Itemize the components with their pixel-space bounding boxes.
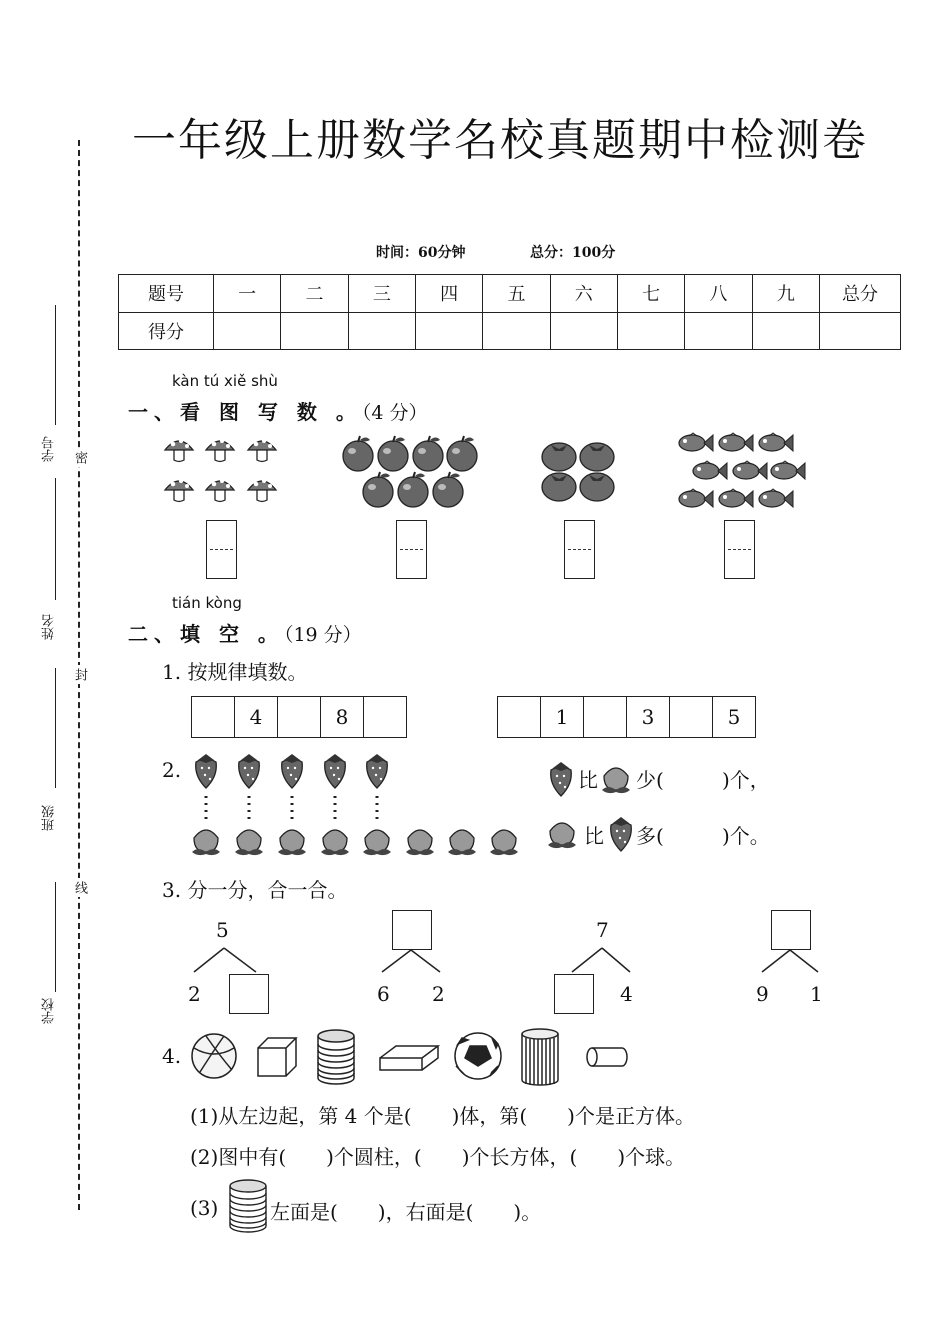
score-header-cell: 七	[617, 275, 684, 313]
score-header-cell: 三	[348, 275, 415, 313]
tree4-left: 9	[756, 982, 769, 1006]
strawberry-peach-picture	[188, 752, 528, 862]
score-table	[118, 274, 901, 350]
page-title: 一年级上册数学名校真题期中检测卷	[132, 115, 868, 166]
q4-part1: (1)从左边起，第 4 个是( )体，第( )个是正方体。	[190, 1104, 695, 1128]
apples-picture	[340, 432, 485, 512]
score-cell[interactable]	[752, 312, 819, 350]
score-cell[interactable]	[820, 312, 901, 350]
time-limit: 时间：60分钟	[376, 245, 466, 261]
sequence-cell: 1	[541, 697, 584, 737]
section2-points: （19 分）	[283, 624, 362, 646]
section1-points: （4 分）	[361, 402, 428, 424]
name-label: 姓名	[42, 614, 57, 640]
sequence-cell[interactable]	[498, 697, 541, 737]
sequence-1	[191, 696, 407, 738]
solid-shapes-picture	[186, 1026, 636, 1090]
tomatoes-picture	[540, 440, 620, 502]
score-cell[interactable]	[685, 312, 752, 350]
seal-char-feng: 封	[70, 665, 89, 684]
tree2-left: 6	[377, 982, 390, 1006]
seal-char-mi: 密	[70, 448, 89, 467]
score-table-score-row	[119, 312, 901, 350]
tree2-branches	[376, 948, 456, 978]
tree4-right: 1	[810, 982, 823, 1006]
score-cell[interactable]	[550, 312, 617, 350]
sequence-cell: 4	[235, 697, 278, 737]
school-line[interactable]	[55, 882, 56, 992]
total-score: 总分：100分	[530, 245, 616, 261]
student-id-line[interactable]	[55, 305, 56, 425]
sequence-cell[interactable]	[278, 697, 321, 737]
score-header-cell: 九	[752, 275, 819, 313]
sequence-cell: 8	[321, 697, 364, 737]
score-header-cell: 五	[483, 275, 550, 313]
score-header-cell: 四	[415, 275, 482, 313]
q4-part3-prefix: (3)	[190, 1196, 219, 1220]
tree2-right: 2	[432, 982, 445, 1006]
q4-number: 4.	[162, 1044, 182, 1068]
section2-title: 二、填 空 。	[128, 622, 284, 646]
tree3-left-box[interactable]	[554, 974, 594, 1014]
section2-pinyin: tián kòng	[172, 594, 242, 612]
sequence-2	[497, 696, 756, 738]
score-cell[interactable]	[415, 312, 482, 350]
score-header-cell: 二	[281, 275, 348, 313]
sequence-cell: 3	[627, 697, 670, 737]
mushrooms-picture	[160, 432, 285, 512]
section2-heading	[128, 618, 362, 647]
q4-part3: 左面是( )，右面是( )。	[270, 1200, 542, 1224]
answer-box-fish[interactable]	[724, 520, 755, 579]
tree3-right: 4	[620, 982, 633, 1006]
school-label: 学校	[42, 998, 57, 1024]
score-row-label: 得分	[119, 312, 214, 350]
sequence-cell[interactable]	[192, 697, 235, 737]
fish-picture	[677, 430, 807, 514]
q2-number: 2.	[162, 758, 182, 782]
q2-line2-duo: 多(	[636, 824, 664, 848]
tree1-right-box[interactable]	[229, 974, 269, 1014]
q2-line1-ge: )个，	[722, 768, 770, 792]
section1-title: 一、看 图 写 数 。	[128, 400, 362, 424]
student-id-label: 学号	[42, 436, 57, 462]
q4-part2: (2)图中有( )个圆柱，( )个长方体，( )个球。	[190, 1145, 686, 1169]
peach-icon	[546, 815, 580, 855]
strawberry-icon	[606, 815, 636, 855]
q2-line2-bi: 比	[584, 824, 604, 848]
answer-box-tomatoes[interactable]	[564, 520, 595, 579]
sequence-cell: 5	[727, 705, 741, 729]
tree4-branches	[754, 948, 834, 978]
q3-label: 3. 分一分，合一合。	[162, 878, 348, 902]
q2-line2-ge: )个。	[722, 824, 770, 848]
peach-icon	[600, 760, 634, 800]
answer-box-mushrooms[interactable]	[206, 520, 237, 579]
sequence-cell[interactable]	[584, 697, 627, 737]
score-cell[interactable]	[483, 312, 550, 350]
tree2-top-box[interactable]	[392, 910, 432, 950]
tree1-left: 2	[188, 982, 201, 1006]
score-header-cell: 一	[214, 275, 281, 313]
sequence-cell[interactable]	[670, 697, 713, 737]
tree1-top: 5	[216, 918, 229, 942]
score-header-cell: 题号	[119, 275, 214, 313]
name-line[interactable]	[55, 478, 56, 600]
section1-pinyin: kàn tú xiě shù	[172, 372, 278, 390]
tree4-top-box[interactable]	[771, 910, 811, 950]
tree3-top: 7	[596, 918, 609, 942]
score-header-cell: 八	[685, 275, 752, 313]
score-table-header-row	[119, 275, 901, 313]
class-line[interactable]	[55, 668, 56, 788]
tree3-branches	[566, 944, 646, 974]
tree1-branches	[190, 944, 270, 974]
q1-label: 1. 按规律填数。	[162, 660, 308, 684]
score-cell[interactable]	[281, 312, 348, 350]
strawberry-icon	[546, 760, 576, 800]
section1-heading	[128, 396, 428, 425]
score-cell[interactable]	[214, 312, 281, 350]
score-header-cell: 六	[550, 275, 617, 313]
coin-cylinder-icon	[226, 1176, 272, 1236]
q2-line1-bi: 比	[578, 768, 598, 792]
q2-line1-shao: 少(	[636, 768, 664, 792]
class-label: 班级	[42, 805, 57, 831]
score-header-cell: 总分	[820, 275, 901, 313]
sequence-cell[interactable]	[364, 697, 406, 737]
score-cell[interactable]	[348, 312, 415, 350]
seal-char-xian: 线	[70, 878, 89, 897]
score-cell[interactable]	[617, 312, 684, 350]
answer-box-apples[interactable]	[396, 520, 427, 579]
